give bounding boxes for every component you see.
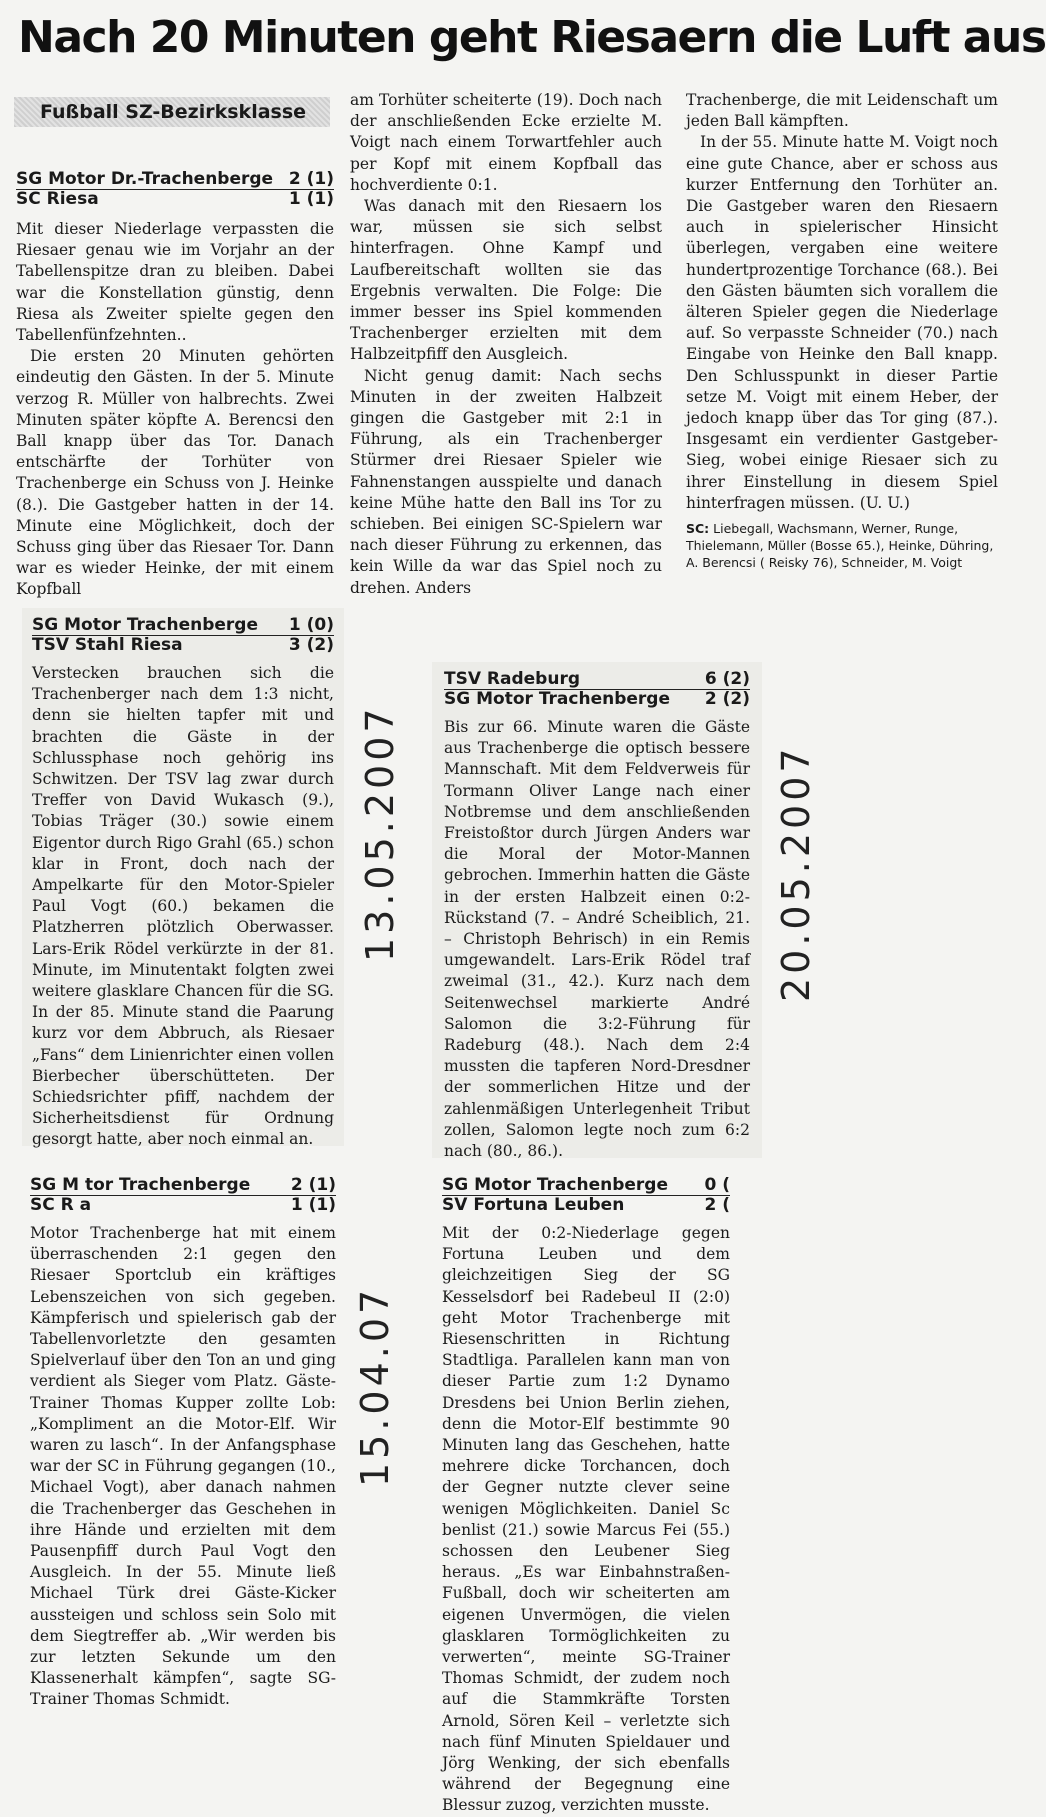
clipping-text: Motor Trachenberge hat mit einem überraschenden 2:1 gegen den Riesaer Sportclub ein kräftiges Lebenszeichen von sich gegeben. Kämpferisch und spielerisch gab der Tabellenvorletzte den gesamten Spielverlauf über den Ton an und ging verdient als Sieger vom Platz. Gäste-Trainer Thomas Kupper zollte Lob: „Kompliment an die Motor-Elf. Wir waren zu lasch“. In der Anfangsphase war der SC in Führung gegangen (10., Michael Vogt), aber danach nahmen die Trachenberger das Geschehen in ihre Hände und erzielten mit dem Pausenpfiff durch Paul Vogt den Ausgleich. In der 55. Minute ließ Michael Türk drei Gäste-Kicker aussteigen und schloss sein Solo mit dem Siegtreffer ab. „Wir werden bis zur letzten Sekunde um den Klassenerhalt kämpfen“, sagte SG-Trainer Thomas Schmidt. <box>30 1224 336 1709</box>
clipping-text: Mit der 0:2-Niederlage gegen Fortuna Leuben und dem gleichzeitigen Sieg der SG Kesselsdorf bei Radebeul II (2:0) geht Motor Trachenberge mit Riesenschritten in Richtung Stadtliga. Parallelen kann man von dieser Partie zum 1:2 Dynamo Dresdens bei Union Berlin ziehen, denn die Motor-Elf bestimmte 90 Minuten lang das Geschehen, hatte mehrere dicke Torchancen, doch der Gegner nutzte clever seine wenigen Möglichkeiten. Daniel Sc benlist (21.) sowie Marcus Fei (55.) schossen den Leubener Sieg heraus. „Es war Einbahnstraßen-Fußball, doch wir scheiterten am eigenen Unvermögen, die vielen glasklaren Tormöglichkeiten zu verwerten“, meinte SG-Trainer Thomas Schmidt, der zudem noch auf die Stammkräfte Torsten Arnold, Sören Keil – verletzte sich nach fünf Minuten Spieldauer und Jörg Wenking, der sich ebenfalls während der Begegnung eine Blessur zuzog, verzichten musste. <box>442 1224 730 1815</box>
home-score: 2 (1) <box>290 1175 336 1195</box>
away-score: 1 (1) <box>288 189 334 209</box>
away-team: TSV Stahl Riesa <box>32 635 183 655</box>
match-away-row <box>16 190 334 209</box>
match-home-row <box>16 170 334 190</box>
match-header <box>444 670 750 709</box>
home-score: 0 ( <box>704 1175 730 1195</box>
paragraph: Die ersten 20 Minuten gehörten eindeutig den Gästen. In der 5. Minute verzog R. Müller von halbrechts. Zwei Minuten später köpfte A. Berencsi den Ball knapp über das Tor. Danach entschärfte der Torhüter von Trachenberge ein Schuss von J. Heinke (8.). Die Gastgeber hatten in der 14. Minute eine Möglichkeit, doch der Schuss ging über das Riesaer Tor. Dann war es wieder Heinke, der mit einem Kopfball <box>16 347 334 599</box>
clipping-text: Verstecken brauchen sich die Trachenberger nach dem 1:3 nicht, denn sie hielten tapfer mit und brachten die Gäste in der Schlussphase noch gehörig ins Schwitzen. Der TSV lag zwar durch Treffer von David Wukasch (9.), Tobias Träger (30.) sowie einem Eigentor durch Rigo Grahl (65.) schon klar in Front, doch nach der Ampelkarte für den Motor-Spieler Paul Vogt (60.) bekamen die Platzherren plötzlich Oberwasser. Lars-Erik Rödel verkürzte in der 81. Minute, im Minutentakt folgten zwei weitere glasklare Chancen für die SG. In der 85. Minute stand die Paarung kurz vor dem Abbruch, als Riesaer „Fans“ dem Linienrichter einen vollen Bierbecher überschütteten. Der Schiedsrichter pfiff, nachdem der Sicherheitsdienst für Ordnung gesorgt hatte, aber noch einmal an. <box>32 664 334 1149</box>
lineup-label: SC: <box>686 521 710 537</box>
paragraph: Nicht genug damit: Nach sechs Minuten in der zweiten Halbzeit gingen die Gastgeber mit 2:1 in Führung, als ein Trachenberger Stürmer drei Riesaer Spieler wie Fahnenstangen ausspielte und danach keine Mühe hatte den Ball ins Tor zu schieben. Bei einigen SC-Spielern war nach dieser Führung zu erkennen, das kein Wille da war das Spiel noch zu drehen. Anders <box>350 366 662 597</box>
home-team: SG Motor Trachenberge <box>442 1175 668 1195</box>
away-team: SV Fortuna Leuben <box>442 1195 625 1215</box>
handwritten-date: 15.04.07 <box>353 1285 397 1487</box>
home-team: SG Motor Trachenberge <box>32 615 258 635</box>
home-team: SG M tor Trachenberge <box>30 1175 251 1195</box>
home-team: TSV Radeburg <box>444 669 580 689</box>
lineup <box>686 520 998 571</box>
paragraph: In der 55. Minute hatte M. Voigt noch eine gute Chance, aber er schoss aus kurzer Entfernung den Torhüter an. Die Gastgeber waren den Riesaern auch in spielerischer Hinsicht überlegen, vergaben eine weitere hundertprozentige Torchance (68.). Bei den Gästen bäumten sich vorallem die älteren Spieler gegen die Niederlage auf. So verpasste Schneider (70.) nach Eingabe von Heinke den Ball knapp. Den Schlusspunkt in dieser Partie setze M. Voigt mit einem Heber, der jedoch knapp über das Tor ging (87.). Insgesamt ein verdienter Gastgeber-Sieg, wobei einige Riesaer sich zu ihrer Einstellung in diesem Spiel hinterfragen müssen. (U. U.) <box>686 133 998 512</box>
handwritten-date: 13.05.2007 <box>358 704 402 962</box>
away-team: SC Riesa <box>16 189 99 209</box>
home-score: 2 (1) <box>288 169 334 189</box>
paragraph: Was danach mit den Riesaern los war, müssen sie sich selbst hinterfragen. Ohne Kampf und Laufbereitschaft wollten sie das Ergebnis verwalten. Die Folge: Die immer besser ins Spiel kommenden Trachenberger erzielten mit dem Halbzeitpfiff den Ausgleich. <box>350 197 662 364</box>
home-team: SG Motor Dr.-Trachenberge <box>16 169 274 189</box>
away-score: 2 (2) <box>704 689 750 709</box>
home-score: 6 (2) <box>704 669 750 689</box>
away-score: 2 ( <box>704 1195 730 1215</box>
paragraph: am Torhüter scheiterte (19). Doch nach der anschließenden Ecke erzielte M. Voigt nach einem Torwartfehler auch per Kopf mit einem Kopfball das hochverdiente 0:1. <box>350 91 662 194</box>
main-article-col3 <box>686 90 998 571</box>
clipping-4 <box>436 1172 736 1815</box>
main-article-col2 <box>350 90 662 599</box>
match-header <box>32 616 334 655</box>
paragraph: Mit dieser Niederlage verpassten die Riesaer genau wie im Vorjahr an der Tabellenspitze dran zu bleiben. Dabei war die Konstellation günstig, denn Riesa als Zweiter spielte gegen den Tabellenfünfzehnten.. <box>16 220 334 345</box>
lineup-text: Liebegall, Wachsmann, Werner, Runge, Thielemann, Müller (Bosse 65.), Heinke, Dühring, A. Berencsi ( Reisky 76), Schneider, M. Voigt <box>686 521 994 571</box>
handwritten-date: 20.05.2007 <box>774 744 818 1002</box>
paragraph: Trachenberge, die mit Leidenschaft um jeden Ball kämpften. <box>686 91 998 131</box>
home-score: 1 (0) <box>288 615 334 635</box>
match-header-main <box>16 170 334 209</box>
match-header <box>442 1176 730 1215</box>
clipping-text: Bis zur 66. Minute waren die Gäste aus Trachenberge die optisch bessere Mannschaft. Mit dem Feldverweis für Tormann Oliver Lange nach einer Notbremse und dem anschließenden Freistoßtor durch Jürgen Anders war die Moral der Motor-Mannen gebrochen. Immerhin hatten die Gäste in der ersten Halbzeit einen 0:2-Rückstand (7. – André Scheiblich, 21. – Christoph Behrisch) in ein Remis umgewandelt. Lars-Erik Rödel traf zweimal (31., 42.). Kurz nach dem Seitenwechsel markierte André Salomon die 3:2-Führung für Radeburg (48.). Nach dem 2:4 mussten die tapferen Nord-Dresdner der sommerlichen Hitze und der zahlenmäßigen Unterlegenheit Tribut zollen, Salomon legte noch zum 6:2 nach (80., 86.). <box>444 718 750 1161</box>
section-label: Fußball SZ-Bezirksklasse <box>14 97 330 127</box>
away-team: SG Motor Trachenberge <box>444 689 670 709</box>
away-team: SC R a <box>30 1195 92 1215</box>
clipping-3 <box>22 1172 344 1732</box>
clipping-1 <box>22 608 344 1149</box>
match-header <box>30 1176 336 1215</box>
article-text <box>16 219 334 601</box>
page-headline: Nach 20 Minuten geht Riesaern die Luft aus <box>18 12 1046 63</box>
clipping-2 <box>432 662 762 1161</box>
away-score: 3 (2) <box>288 635 334 655</box>
away-score: 1 (1) <box>290 1195 336 1215</box>
main-article-col1 <box>16 170 334 601</box>
